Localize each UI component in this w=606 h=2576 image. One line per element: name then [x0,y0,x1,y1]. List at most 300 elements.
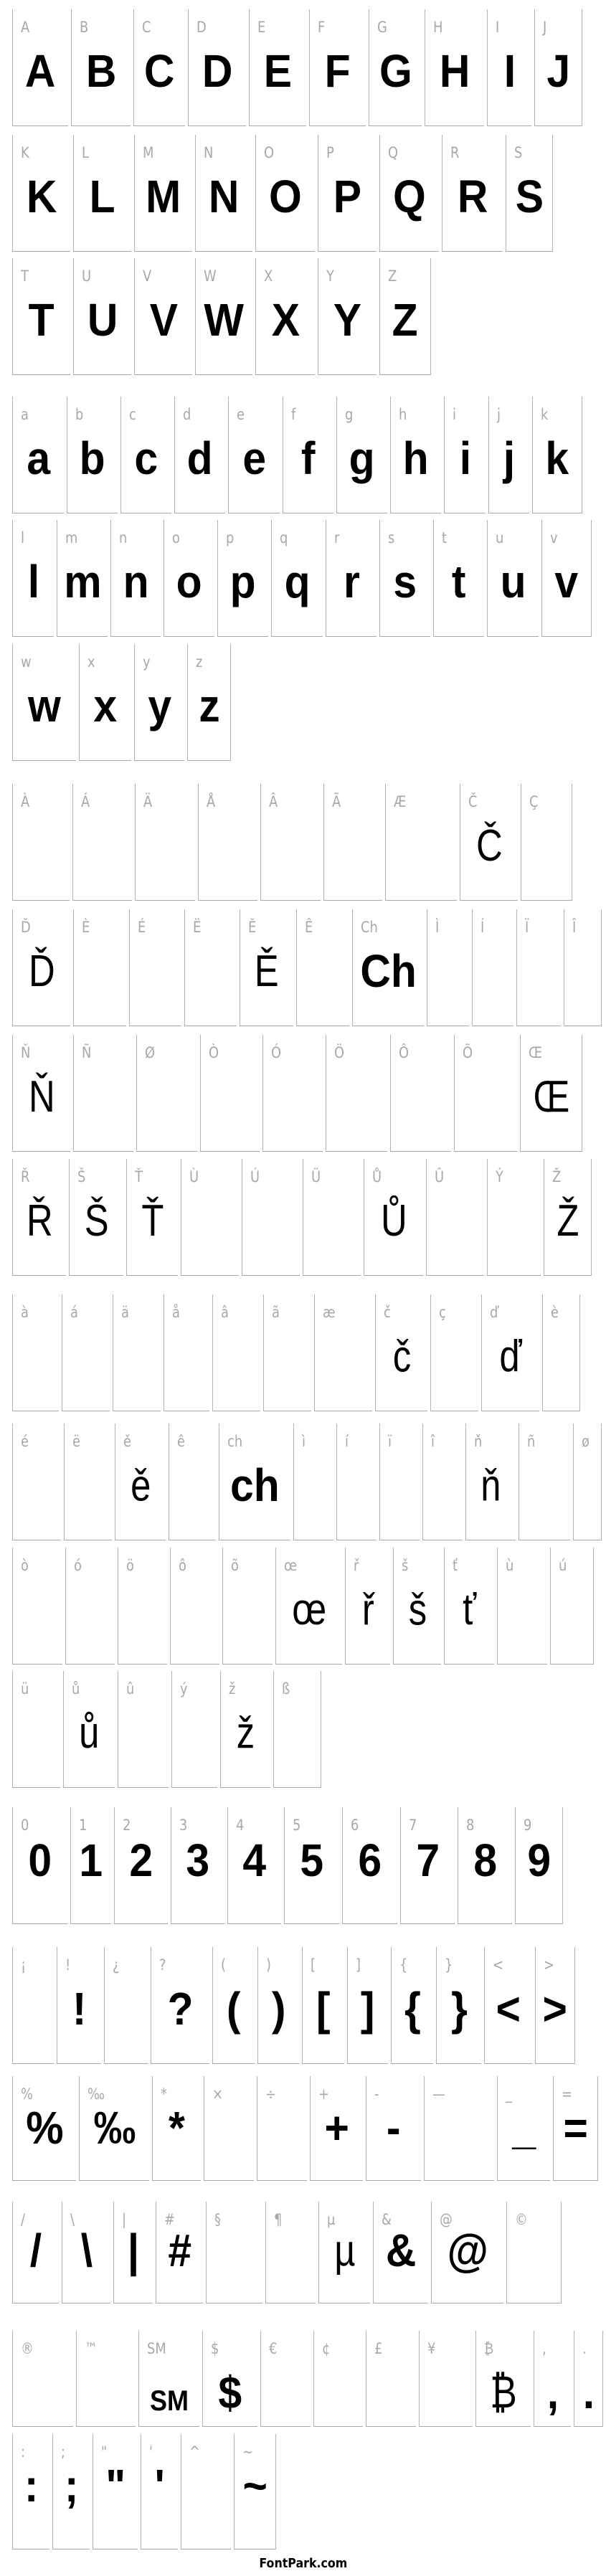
glyph-cell [303,1159,361,1276]
glyph-cell [310,2076,363,2181]
glyph-label: h [399,406,407,423]
glyph-cell [426,1159,484,1276]
glyph-cell [12,2202,59,2303]
glyph-label: ý [180,1680,188,1697]
glyph-label: ď [490,1304,498,1321]
glyph-cell [64,1424,112,1540]
glyph-row-accent-caps-1 [12,784,606,901]
glyph-preview: Ň [28,1072,55,1122]
glyph-row-math [12,2076,606,2181]
glyph-label: Ó [271,1044,282,1061]
glyph-label: č [384,1304,391,1321]
glyph-label: Ø [145,1044,156,1061]
glyph-cell [222,1548,273,1665]
glyph-preview: 2 [129,1834,153,1886]
glyph-cell [550,1548,594,1665]
glyph-cell [195,258,252,375]
glyph-label: j [497,406,501,423]
glyph-label: 1 [79,1817,87,1834]
glyph-cell [171,1671,217,1788]
glyph-cell [347,1947,388,2064]
glyph-label: Ù [189,1168,199,1185]
glyph-cell [497,2076,550,2181]
glyph-label: × [212,2085,223,2103]
glyph-cell [79,2076,149,2181]
glyph-preview: E [263,45,293,97]
glyph-row-lower-w-z [12,644,606,761]
glyph-cell [206,2202,262,2303]
glyph-cell [104,1947,148,2064]
glyph-label: œ [284,1557,298,1574]
glyph-cell [436,1947,481,2064]
glyph-cell [519,1424,570,1540]
glyph-label: Ü [311,1168,321,1185]
glyph-label: ü [21,1680,29,1697]
glyph-cell [345,1548,390,1665]
glyph-label: Ä [143,793,153,810]
glyph-cell [212,1947,255,2064]
glyph-cell [164,1294,209,1411]
glyph-cell [12,258,70,375]
glyph-preview: ž [236,1708,255,1758]
glyph-label: © [515,2211,528,2228]
glyph-cell [542,1294,580,1411]
glyph-label: $ [211,2340,219,2357]
glyph-cell [342,1807,397,1924]
glyph-preview: M [146,171,181,222]
glyph-label: V [143,267,152,285]
glyph-label: Ý [496,1168,503,1185]
glyph-preview: ; [64,2460,79,2511]
glyph-cell [481,1294,539,1411]
glyph-label: Á [81,793,90,810]
glyph-cell [393,1548,441,1665]
glyph-cell [110,520,161,637]
glyph-preview: X [271,294,300,346]
glyph-cell [385,784,457,901]
glyph-cell [427,909,469,1026]
glyph-cell [134,258,192,375]
glyph-preview: Ť [141,1196,164,1246]
glyph-preview: q [284,556,311,607]
glyph-cell [12,520,54,637]
glyph-label: È [82,919,90,936]
glyph-label: y [143,653,151,671]
glyph-preview: œ [292,1585,326,1634]
glyph-cell [484,1947,532,2064]
glyph-preview: u [500,556,526,607]
glyph-cell [164,520,214,637]
glyph-cell [12,1159,66,1276]
glyph-label: 2 [123,1817,131,1834]
glyph-label: — [432,2085,445,2103]
glyph-cell [12,784,70,901]
glyph-cell [379,135,439,252]
glyph-label: ò [21,1557,29,1574]
glyph-cell [234,2434,276,2549]
glyph-preview: 6 [358,1834,382,1886]
glyph-label: µ [327,2211,336,2228]
glyph-cell [12,1671,60,1788]
glyph-cell [260,784,321,901]
glyph-preview: 7 [416,1834,440,1886]
glyph-preview: | [127,2225,140,2276]
glyph-cell [390,1035,451,1152]
glyph-label: ' [149,2443,153,2461]
glyph-label: í [345,1433,349,1450]
glyph-preview: 3 [186,1834,210,1886]
glyph-box [93,2434,138,2509]
glyph-cell [379,520,430,637]
glyph-row-accent-lower-2 [12,1424,606,1540]
glyph-cell [62,2202,110,2303]
glyph-cell [220,1671,270,1788]
glyph-label: ‰ [87,2085,105,2103]
glyph-label: H [433,19,443,36]
glyph-cell [62,1294,110,1411]
glyph-preview: Q [393,171,426,222]
glyph-cell [431,2202,503,2303]
glyph-box [574,2331,602,2418]
glyph-preview: a [27,432,50,484]
glyph-box [348,1947,388,2035]
glyph-preview: f [301,432,316,484]
glyph-preview: r [343,556,360,607]
glyph-cell [323,784,382,901]
glyph-cell [534,9,582,126]
glyph-label: 0 [21,1817,29,1834]
glyph-label: + [318,2085,329,2103]
glyph-box [554,2076,597,2154]
glyph-cell [535,1947,575,2064]
glyph-label: \ [70,2211,75,2228]
glyph-preview: 9 [527,1834,551,1886]
glyph-cell [488,397,529,513]
glyph-preview: ! [72,1983,87,2035]
glyph-label: W [204,267,217,285]
glyph-cell [136,1035,197,1152]
glyph-box [516,1807,562,1886]
glyph-preview: ř [361,1585,374,1634]
glyph-preview: I [503,45,516,97]
glyph-label: 3 [179,1817,188,1834]
glyph-box [213,1947,255,2035]
glyph-row-accent-lower-3 [12,1548,606,1665]
glyph-label: : [21,2443,26,2461]
glyph-label: Õ [463,1044,473,1061]
glyph-box [71,1807,111,1886]
glyph-label: v [550,529,558,546]
glyph-label: Ñ [82,1044,92,1061]
glyph-preview: O [269,171,302,222]
glyph-cell [260,2331,311,2427]
glyph-label: N [204,144,214,161]
glyph-cell [390,397,441,513]
glyph-label: F [318,19,326,36]
glyph-label: á [70,1304,78,1321]
glyph-preview: \ [80,2225,93,2276]
glyph-label: â [221,1304,229,1321]
glyph-label: ì [302,1433,306,1450]
glyph-cell [516,909,561,1026]
glyph-cell [12,1947,54,2064]
glyph-label: b [75,406,84,423]
glyph-preview: p [230,556,256,607]
glyph-cell [79,644,131,761]
glyph-box [392,1947,433,2035]
glyph-label: ¥ [427,2340,436,2357]
glyph-label: Û [435,1168,445,1185]
glyph-cell [202,2331,257,2427]
glyph-row-punctuation [12,1947,606,2064]
glyph-label: p [226,529,235,546]
glyph-cell [151,1947,209,2064]
glyph-cell [364,1159,423,1276]
glyph-cell [76,2331,136,2427]
glyph-row-caps-a-j [12,9,606,126]
glyph-preview: H [439,45,470,97]
glyph-cell [187,644,231,761]
glyph-label: G [377,19,387,36]
glyph-label: Ì [435,919,440,936]
glyph-row-caps-t-z [12,258,606,375]
glyph-box [13,2434,49,2509]
glyph-preview: y [148,680,171,731]
glyph-cell [118,1671,169,1788]
glyph-preview: w [28,680,61,731]
glyph-label: S [514,144,523,161]
glyph-label: P [326,144,334,161]
glyph-box [346,1548,390,1632]
glyph-cell [12,397,64,513]
glyph-preview: & [385,2225,417,2276]
glyph-label: Ê [305,919,313,936]
glyph-row-digits [12,1807,606,1924]
glyph-preview: 1 [79,1834,103,1886]
glyph-cell [379,258,431,375]
glyph-cell [242,1159,300,1276]
glyph-cell [472,909,513,1026]
glyph-cell [156,2202,203,2303]
glyph-preview: Č [475,821,503,871]
glyph-preview: " [105,2460,126,2511]
glyph-cell [72,784,132,901]
glyph-cell [12,644,76,761]
glyph-label: õ [231,1557,239,1574]
glyph-cell [326,1035,387,1152]
glyph-preview: B [85,45,117,97]
glyph-label: ! [65,1956,71,1974]
glyph-preview: ť [462,1585,477,1634]
glyph-row-caps-k-s [12,135,606,252]
glyph-cell [69,1159,123,1276]
glyph-box [156,2202,203,2276]
glyph-label: T [21,267,29,285]
glyph-preview: č [392,1332,411,1381]
glyph-label: ø [582,1433,590,1450]
glyph-cell [574,2331,603,2427]
glyph-cell [73,258,131,375]
glyph-preview: Š [84,1196,109,1246]
glyph-cell [419,2331,473,2427]
glyph-preview: g [349,432,375,484]
glyph-label: t [442,529,447,546]
glyph-label: I [496,19,500,36]
glyph-preview: š [408,1585,427,1634]
glyph-cell [369,9,422,126]
glyph-label: Æ [394,793,407,810]
glyph-preview: N [209,171,240,222]
glyph-label: / [21,2211,26,2228]
glyph-preview: ~ [242,2460,268,2511]
glyph-row-lower-l-v [12,520,606,637]
glyph-label: £ [374,2340,383,2357]
glyph-label: | [122,2211,127,2228]
glyph-label: J [543,19,547,36]
glyph-cell [118,1548,167,1665]
glyph-preview: G [379,45,412,97]
glyph-cell [126,1159,178,1276]
glyph-label: } [445,1956,453,1974]
glyph-preview: . [582,2367,595,2418]
glyph-cell [425,9,484,126]
glyph-preview: Ch [360,945,417,997]
glyph-cell [520,1035,582,1152]
glyph-box [394,1548,441,1632]
glyph-label: i [453,406,456,423]
glyph-cell [553,2076,598,2181]
glyph-cell [255,135,315,252]
glyph-label: ß [282,1680,290,1697]
glyph-label: Œ [529,1044,543,1061]
glyph-label: ÷ [265,2085,276,2103]
glyph-cell [12,9,68,126]
glyph-row-quotes [12,2434,606,2549]
glyph-cell [152,2076,201,2181]
glyph-cell [114,1807,168,1924]
glyph-label: d [183,406,191,423]
glyph-preview: n [123,556,149,607]
glyph-label: Ã [332,793,341,810]
glyph-cell [135,784,195,901]
glyph-box [13,2202,59,2276]
glyph-preview: < [496,1983,521,2035]
glyph-cell [314,1294,372,1411]
glyph-cell [534,2331,571,2427]
glyph-cell [283,397,333,513]
glyph-preview: W [204,294,245,346]
glyph-cell [52,2434,90,2549]
glyph-preview: x [93,680,118,731]
glyph-label: K [21,144,29,161]
glyph-cell [181,1159,239,1276]
glyph-row-accent-caps-2 [12,909,606,1026]
glyph-label: @ [440,2211,453,2228]
glyph-cell [195,135,252,252]
glyph-label: 4 [236,1817,245,1834]
glyph-label: à [21,1304,29,1321]
glyph-label: > [544,1956,554,1974]
glyph-cell [12,909,70,1026]
glyph-preview: = [563,2102,588,2154]
glyph-preview: S [515,171,544,222]
glyph-label: c [129,406,136,423]
glyph-cell [113,1294,161,1411]
glyph-cell [115,1424,166,1540]
glyph-label: Z [388,267,397,285]
glyph-label: 8 [466,1817,475,1834]
glyph-cell [336,397,387,513]
glyph-label: ê [177,1433,185,1450]
glyph-cell [249,9,306,126]
glyph-cell [391,1947,433,2064]
glyph-label: Ë [193,919,202,936]
glyph-cell [184,909,237,1026]
glyph-box [437,1947,481,2035]
glyph-label: ú [559,1557,567,1574]
glyph-cell [204,2076,254,2181]
glyph-cell [487,1159,541,1276]
glyph-label: ~ [242,2443,253,2461]
glyph-preview: : [24,2460,39,2511]
glyph-preview: ‰ [93,2102,136,2154]
glyph-cell [326,520,377,637]
glyph-cell [12,135,70,252]
glyph-cell [521,784,572,901]
glyph-cell [379,1424,420,1540]
glyph-label: Y [326,267,334,285]
glyph-cell [544,1159,592,1276]
glyph-label: f [291,406,296,423]
glyph-preview: J [546,45,570,97]
glyph-label: ] [356,1956,361,1974]
glyph-label: ù [506,1557,514,1574]
glyph-cell [67,397,118,513]
glyph-cell [430,1294,478,1411]
glyph-cell [12,1807,67,1924]
glyph-label: n [119,529,128,546]
glyph-label: . [582,2340,587,2357]
glyph-cell [284,1807,339,1924]
glyph-preview: [ [316,1983,331,2035]
glyph-box [536,1947,574,2035]
glyph-preview: s [393,556,417,607]
glyph-label: Ř [21,1168,30,1185]
glyph-cell [188,9,246,126]
glyph-label: Ě [248,919,257,936]
glyph-cell [424,2076,494,2181]
glyph-cell [134,644,184,761]
glyph-label: Î [572,919,577,936]
glyph-label: Ch [361,919,378,936]
glyph-cell [169,1424,216,1540]
glyph-label: g [345,406,354,423]
glyph-box [114,2202,153,2276]
glyph-preview: c [134,432,158,484]
glyph-label: z [196,653,203,671]
glyph-cell [73,1035,133,1152]
glyph-cell [336,1424,377,1540]
glyph-cell [129,909,181,1026]
glyph-cell [273,1671,321,1788]
glyph-cell [275,1548,342,1665]
glyph-preview: # [168,2225,191,2276]
glyph-label: ¡ [21,1956,27,1974]
glyph-label: § [214,2211,221,2228]
glyph-label: r [334,529,340,546]
glyph-cell [12,2076,76,2181]
glyph-box [506,135,552,222]
